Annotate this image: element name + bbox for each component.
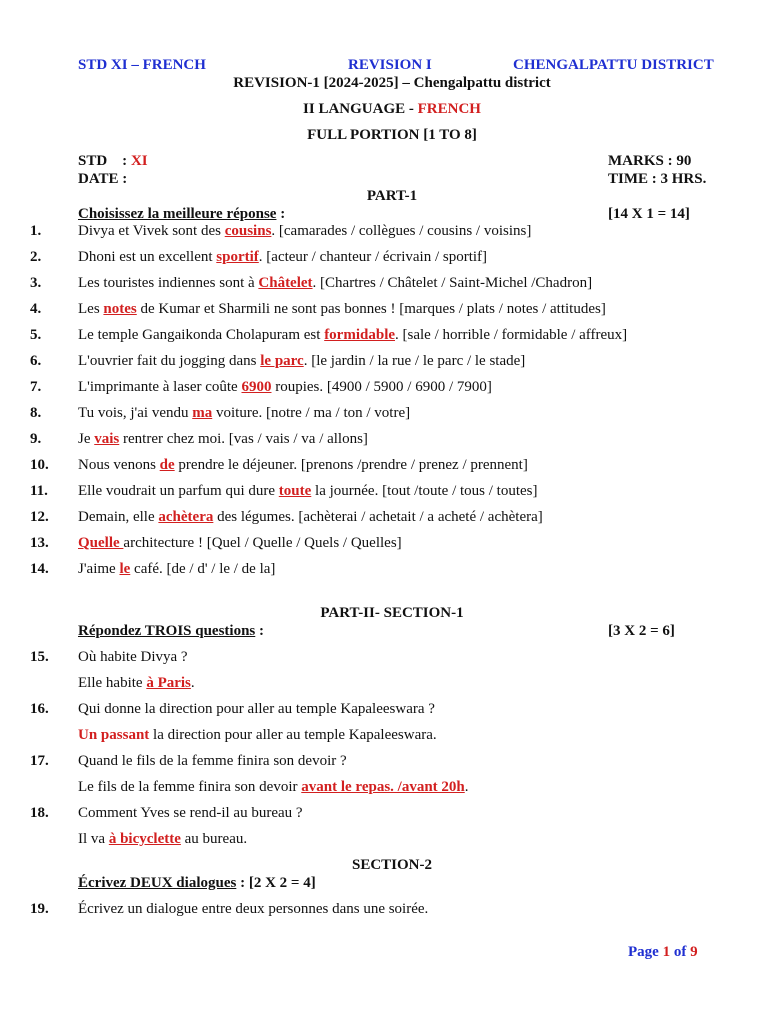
question-number: 7. <box>30 379 42 395</box>
answer-post: au bureau. <box>180 831 248 847</box>
question-post: des légumes. [achèterai / achetait / a acheté / achètera] <box>213 509 543 525</box>
question-post: . [sale / horrible / formidable / affreux] <box>395 327 628 343</box>
portion-line: FULL PORTION [1 TO 8] <box>307 127 477 143</box>
question-text <box>78 301 606 318</box>
question-text <box>78 509 543 526</box>
question-pre: Tu vois, j'ai vendu <box>78 405 193 421</box>
language-line <box>0 101 768 118</box>
question-pre: Elle voudrait un parfum qui dure <box>78 483 279 499</box>
question-pre: L'imprimante à laser coûte <box>78 379 242 395</box>
question-pre: Les <box>78 301 104 317</box>
language-prefix: II LANGUAGE - <box>303 101 418 117</box>
question-pre: Demain, elle <box>78 509 159 525</box>
question-pre: Je <box>78 431 95 447</box>
question-number: 6. <box>30 353 42 369</box>
question-pre: Le temple Gangaikonda Cholapuram est <box>78 327 325 343</box>
part2-instruction-colon: : <box>255 623 265 639</box>
part2-title: PART-II- SECTION-1 <box>320 605 464 621</box>
answer-highlight: avant le repas. /avant 20h <box>301 779 465 795</box>
question-text <box>78 535 402 552</box>
answer-highlight: cousins <box>224 223 272 239</box>
question-text: Qui donne la direction pour aller au temple Kapaleeswara ? <box>78 701 435 717</box>
date-label: DATE : <box>78 171 128 187</box>
question-post: architecture ! [Quel / Quelle / Quels / Quelles] <box>123 535 402 551</box>
question-number: 3. <box>30 275 42 291</box>
question-text <box>78 353 525 370</box>
question-text <box>78 275 592 292</box>
answer-highlight: sportif <box>216 249 259 265</box>
question-number: 2. <box>30 249 42 265</box>
page-label: Page <box>628 944 663 960</box>
answer-highlight: 6900 <box>241 379 272 395</box>
time-total: TIME : 3 HRS. <box>608 171 707 187</box>
question-text <box>78 561 275 578</box>
question-text: Où habite Divya ? <box>78 649 188 665</box>
std-label: STD : <box>78 153 131 169</box>
of-label: of <box>670 944 691 960</box>
question-pre: Nous venons <box>78 457 160 473</box>
question-text: Quand le fils de la femme finira son devoir ? <box>78 753 347 769</box>
question-post: . [Chartres / Châtelet / Saint-Michel /Chadron] <box>312 275 593 291</box>
answer-highlight: notes <box>103 301 137 317</box>
answer-text <box>78 779 469 796</box>
page-number: 1 <box>662 944 671 960</box>
question-pre: Divya et Vivek sont des <box>78 223 225 239</box>
answer-highlight: de <box>159 457 175 473</box>
answer-text <box>78 831 247 848</box>
question-pre: Dhoni est un excellent <box>78 249 217 265</box>
answer-highlight: Quelle <box>78 535 124 551</box>
answer-pre: Le fils de la femme finira son devoir <box>78 779 302 795</box>
part1-title: PART-1 <box>366 188 418 204</box>
question-number: 15. <box>30 649 49 665</box>
part1-instruction <box>78 206 285 223</box>
question-number: 19. <box>30 901 49 917</box>
answer-pre: Il va <box>78 831 109 847</box>
question-number: 13. <box>30 535 49 551</box>
answer-highlight: le <box>119 561 131 577</box>
header-left: STD XI – FRENCH <box>78 57 206 73</box>
question-number: 9. <box>30 431 42 447</box>
question-number: 11. <box>30 483 48 499</box>
answer-post: la direction pour aller au temple Kapaleeswara. <box>149 727 437 743</box>
part2-instruction-text: Répondez TROIS questions <box>78 623 256 639</box>
question-text <box>78 431 368 448</box>
question-text <box>78 405 410 422</box>
part2-marks: [3 X 2 = 6] <box>608 623 675 639</box>
answer-highlight: à bicyclette <box>108 831 181 847</box>
language-name: FRENCH <box>417 101 481 117</box>
question-post: roupies. [4900 / 5900 / 6900 / 7900] <box>271 379 492 395</box>
section2-instruction-text: Écrivez DEUX dialogues <box>78 875 237 891</box>
question-text <box>78 483 538 500</box>
answer-text <box>78 727 437 744</box>
answer-highlight: ma <box>192 405 213 421</box>
question-post: la journée. [tout /toute / tous / toutes] <box>311 483 538 499</box>
question-text <box>78 379 492 396</box>
section2-title: SECTION-2 <box>351 857 433 873</box>
part1-marks: [14 X 1 = 14] <box>608 206 690 222</box>
header-center: REVISION I <box>348 57 432 73</box>
question-pre: J'aime <box>78 561 120 577</box>
answer-highlight: à Paris <box>146 675 191 691</box>
question-number: 8. <box>30 405 42 421</box>
part2-instruction <box>78 623 264 640</box>
question-post: rentrer chez moi. [vas / vais / va / allons] <box>119 431 368 447</box>
question-post: . [camarades / collègues / cousins / voisins] <box>271 223 532 239</box>
section2-instruction <box>78 875 316 892</box>
page-indicator <box>628 944 698 961</box>
question-number: 16. <box>30 701 49 717</box>
question-post: prendre le déjeuner. [prenons /prendre / prenez / prennent] <box>174 457 528 473</box>
question-number: 4. <box>30 301 42 317</box>
question-post: café. [de / d' / le / de la] <box>130 561 276 577</box>
question-post: voiture. [notre / ma / ton / votre] <box>212 405 411 421</box>
answer-post: . <box>464 779 469 795</box>
answer-highlight: toute <box>278 483 312 499</box>
question-text: Écrivez un dialogue entre deux personnes dans une soirée. <box>78 901 429 917</box>
question-number: 17. <box>30 753 49 769</box>
question-number: 5. <box>30 327 42 343</box>
question-post: . [le jardin / la rue / le parc / le stade] <box>303 353 526 369</box>
answer-highlight: formidable <box>324 327 396 343</box>
question-post: de Kumar et Sharmili ne sont pas bonnes ! [marques / plats / notes / attitudes] <box>136 301 606 317</box>
part1-instruction-colon: : <box>276 206 286 222</box>
answer-highlight: achètera <box>158 509 214 525</box>
answer-text <box>78 675 195 692</box>
header-right: CHENGALPATTU DISTRICT <box>513 57 714 73</box>
part1-instruction-text: Choisissez la meilleure réponse <box>78 206 277 222</box>
question-text <box>78 327 627 344</box>
question-number: 1. <box>30 223 42 239</box>
question-text <box>78 223 531 240</box>
doc-title: REVISION-1 [2024-2025] – Chengalpattu district <box>233 75 551 91</box>
question-text: Comment Yves se rend-il au bureau ? <box>78 805 303 821</box>
answer-highlight: vais <box>94 431 120 447</box>
question-number: 10. <box>30 457 49 473</box>
question-number: 18. <box>30 805 49 821</box>
section2-instruction-suffix: : [2 X 2 = 4] <box>236 875 316 891</box>
marks-total: MARKS : 90 <box>608 153 692 169</box>
std-value: XI <box>130 153 148 169</box>
question-text <box>78 249 487 266</box>
answer-post: . <box>190 675 195 691</box>
question-number: 14. <box>30 561 49 577</box>
page-total: 9 <box>690 944 698 960</box>
question-post: . [acteur / chanteur / écrivain / sportif] <box>258 249 488 265</box>
answer-highlight: Châtelet <box>258 275 313 291</box>
question-number: 12. <box>30 509 49 525</box>
std-line <box>78 153 148 170</box>
answer-pre: Elle habite <box>78 675 147 691</box>
question-pre: L'ouvrier fait du jogging dans <box>78 353 261 369</box>
question-text <box>78 457 528 474</box>
answer-highlight: le parc <box>260 353 304 369</box>
answer-highlight: Un passant <box>78 727 150 743</box>
question-pre: Les touristes indiennes sont à <box>78 275 259 291</box>
